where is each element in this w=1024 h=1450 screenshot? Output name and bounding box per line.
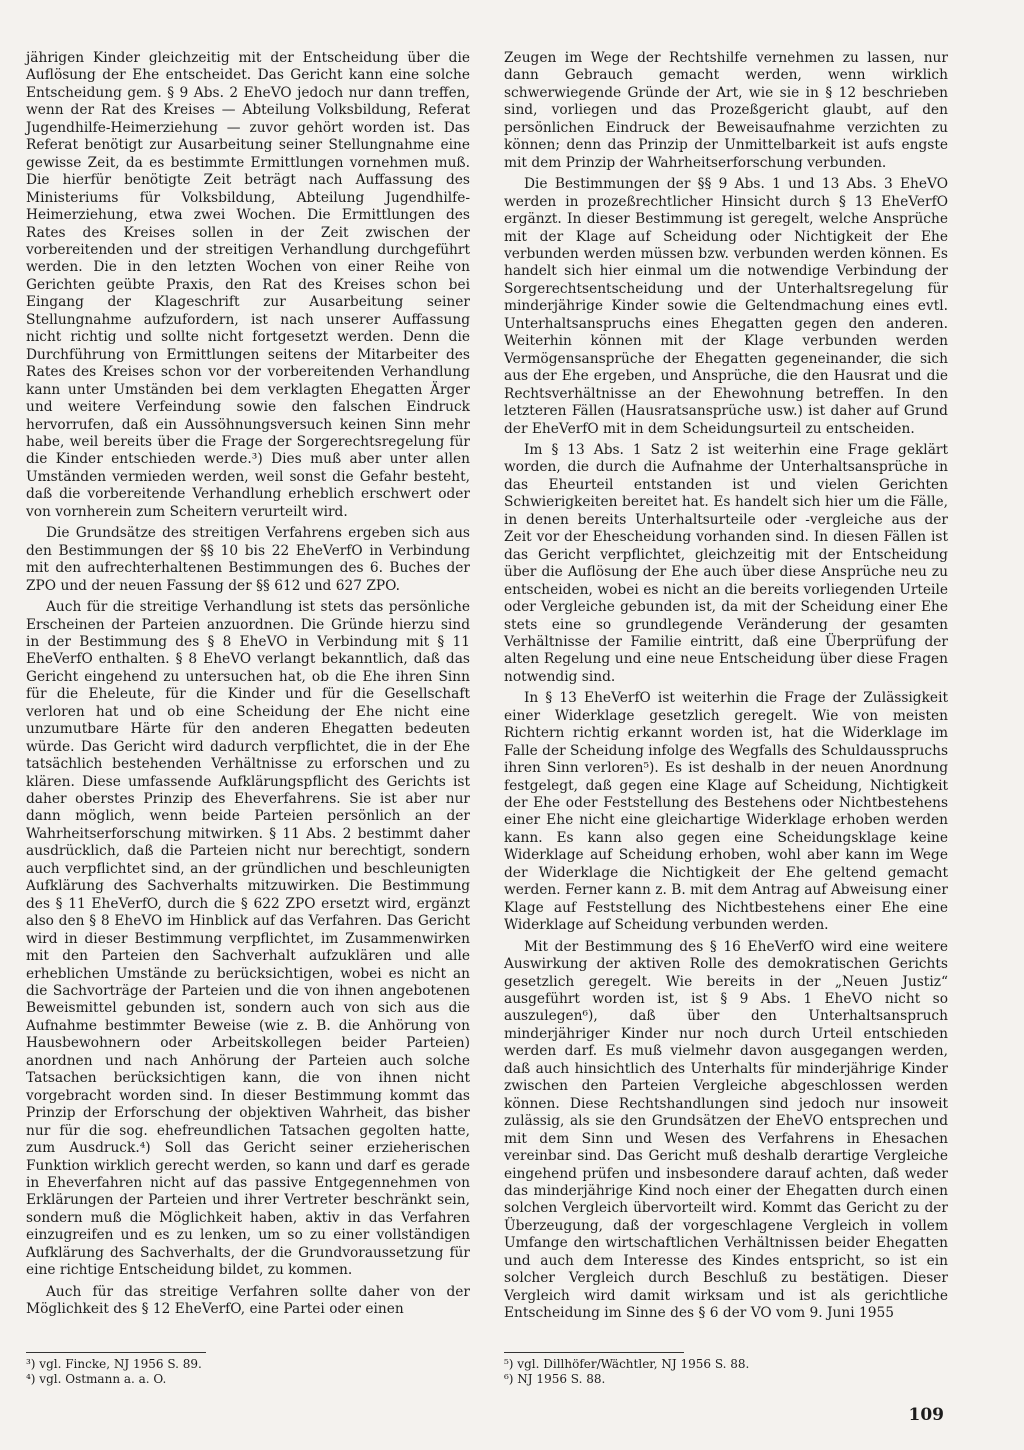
paragraph: Die Grundsätze des streitigen Verfahrens ergeben sich aus den Bestimmungen der §§ 10 bis 22 EheVerfO in Verbindung mit den aufrechterhaltenen Bestimmungen des 6. Buches der ZPO und der neuen Fassung der §§ 612 und 627 ZPO.	[26, 525, 470, 594]
paragraph: Auch für das streitige Verfahren sollte daher von der Möglichkeit des § 12 EheVerfO, eine Partei oder einen	[26, 1283, 470, 1318]
paragraph: In § 13 EheVerfO ist weiterhin die Frage der Zulässigkeit einer Widerklage gesetzlich geregelt. Wie von meisten Richtern richtig erkannt worden ist, hat die Widerklage im Falle der Scheidung infolge des Wegfalls des Schuldausspruchs ihren Sinn verloren⁵). Es ist deshalb in der neuen Anordnung festgelegt, daß gegen eine Klage auf Scheidung, Nichtigkeit der Ehe oder Feststellung des Bestehens oder Nichtbestehens einer Ehe nicht eine gleichartige Widerklage erhoben werden kann. Es kann also gegen eine Scheidungsklage keine Widerklage auf Scheidung erhoben, wohl aber kann im Wege der Widerklage die Nichtigkeit der Ehe geltend gemacht werden. Ferner kann z. B. mit dem Antrag auf Abweisung einer Klage auf Feststellung des Nichtbestehens einer Ehe eine Widerklage auf Scheidung verbunden werden.	[504, 690, 948, 934]
footnote: ⁴) vgl. Ostmann a. a. O.	[26, 1372, 167, 1386]
footnotes-left	[26, 1352, 206, 1387]
paragraph: Mit der Bestimmung des § 16 EheVerfO wird eine weitere Auswirkung der aktiven Rolle des demokratischen Gerichts gesetzlich geregelt. Wie bereits in der „Neuen Justiz“ ausgeführt worden ist, ist § 9 Abs. 1 EheVO nicht so auszulegen⁶), daß über den Unterhaltsanspruch minderjähriger Kinder nur noch durch Urteil entschieden werden darf. Es muß vielmehr davon ausgegangen werden, daß auch hinsichtlich des Unterhalts für minderjährige Kinder zwischen den Parteien Vergleiche abgeschlossen werden können. Diese Rechtshandlungen sind jedoch nur insoweit zulässig, als sie den Grundsätzen der EheVO entsprechen und mit dem Sinn und Wesen des Verfahrens in Ehesachen vereinbar sind. Das Gericht muß deshalb derartige Vergleiche eingehend prüfen und insbesondere darauf achten, daß weder das minderjährige Kind noch einer der Ehegatten durch einen solchen Vergleich übervorteilt wird. Kommt das Gericht zu der Überzeugung, daß der vorgeschlagene Vergleich in vollem Umfange den wirtschaftlichen Verhältnissen beider Ehegatten und auch dem Interesse des Kindes entspricht, so ist ein solcher Vergleich durch Beschluß zu bestätigen. Dieser Vergleich wird damit wirksam und ist als gerichtliche Entscheidung im Sinne des § 6 der VO vom 9. Juni 1955	[504, 938, 948, 1322]
paragraph: jährigen Kinder gleichzeitig mit der Entscheidung über die Auflösung der Ehe entscheidet. Das Gericht kann eine solche Entscheidung gem. § 9 Abs. 2 EheVO jedoch nur dann treffen, wenn der Rat des Kreises — Abteilung Volksbildung, Referat Jugendhilfe-Heimerziehung — zuvor gehört worden ist. Das Referat benötigt zur Ausarbeitung seiner Stellungnahme eine gewisse Zeit, da es bestimmte Ermittlungen vornehmen muß. Die hierfür benötigte Zeit beträgt nach Auffassung des Ministeriums für Volksbildung, Abteilung Jugendhilfe-Heimerziehung, etwa zwei Wochen. Die Ermittlungen des Rates des Kreises sollen in der Zeit zwischen der vorbereitenden und der streitigen Verhandlung durchgeführt werden. Die in den letzten Wochen von einer Reihe von Gerichten geübte Praxis, den Rat des Kreises schon bei Eingang der Klageschrift zur Ausarbeitung seiner Stellungnahme aufzufordern, ist nach unserer Auffassung nicht richtig und sollte nicht fortgesetzt werden. Denn die Durchführung von Ermittlungen seitens der Mitarbeiter des Rates des Kreises schon vor der vorbereitenden Verhandlung kann unter Umständen bei dem verklagten Ehegatten Ärger und weitere Verfeindung sowie den falschen Eindruck hervorrufen, daß ein Aussöhnungsversuch keinen Sinn mehr habe, weil bereits über die Frage der Sorgerechtsregelung für die Kinder entschieden werde.³) Dies muß aber unter allen Umständen vermieden werden, weil sonst die Gefahr besteht, daß die vorbereitende Verhandlung erheblich erschwert oder von vornherein zum Scheitern verurteilt wird.	[26, 50, 470, 520]
right-column	[504, 50, 948, 1327]
paragraph: Auch für die streitige Verhandlung ist stets das persönliche Erscheinen der Parteien anzuordnen. Die Gründe hierzu sind in der Bestimmung des § 8 EheVO in Verbindung mit § 11 EheVerfO enthalten. § 8 EheVO verlangt bekanntlich, daß das Gericht eingehend zu untersuchen hat, ob die Ehe ihren Sinn für die Eheleute, für die Kinder und für die Gesellschaft verloren hat und ob eine Scheidung der Ehe nicht eine unzumutbare Härte für den anderen Ehegatten bedeuten würde. Das Gericht wird dadurch verpflichtet, die in der Ehe tatsächlich bestehenden Verhältnisse zu erforschen und zu klären. Diese umfassende Aufklärungspflicht des Gerichts ist daher oberstes Prinzip des Eheverfahrens. Sie ist aber nur dann möglich, wenn beide Parteien persönlich an der Wahrheitserforschung mitwirken. § 11 Abs. 2 bestimmt daher ausdrücklich, daß die Parteien nicht nur berechtigt, sondern auch verpflichtet sind, an der gründlichen und beschleunigten Aufklärung des Sachverhalts mitzuwirken. Die Bestimmung des § 11 EheVerfO, durch die § 622 ZPO ersetzt wird, ergänzt also den § 8 EheVO im Hinblick auf das Verfahren. Das Gericht wird in dieser Bestimmung verpflichtet, im Zusammenwirken mit den Parteien den Sachverhalt aufzuklären und alle erheblichen Umstände zu berücksichtigen, wobei es nicht an die Sachvorträge der Parteien und die von ihnen angebotenen Beweismittel gebunden ist, sondern auch von sich aus die Aufnahme bestimmter Beweise (wie z. B. die Anhörung von Hausbewohnern oder Arbeitskollegen beider Parteien) anordnen und nach Anhörung der Parteien auch solche Tatsachen berücksichtigen kann, die von ihnen nicht vorgebracht worden sind. In dieser Bestimmung kommt das Prinzip der Erforschung der objektiven Wahrheit, das bisher nur für die sog. ehefreundlichen Tatsachen gegolten hatte, zum Ausdruck.⁴) Soll das Gericht seiner erzieherischen Funktion wirklich gerecht werden, so kann und darf es gerade in Eheverfahren nicht auf das passive Entgegennehmen von Erklärungen der Parteien und ihrer Vertreter beschränkt sein, sondern muß die Möglichkeit haben, aktiv in das Verfahren einzugreifen und es zu lenken, um so zu einer vollständigen Aufklärung des Sachverhalts, der die Grundvoraussetzung für eine richtige Entscheidung bildet, zu kommen.	[26, 599, 470, 1279]
footnote: ⁵) vgl. Dillhöfer/Wächtler, NJ 1956 S. 88.	[504, 1357, 750, 1371]
footnote: ³) vgl. Fincke, NJ 1956 S. 89.	[26, 1357, 202, 1371]
page-number: 109	[908, 1405, 944, 1425]
paragraph: Im § 13 Abs. 1 Satz 2 ist weiterhin eine Frage geklärt worden, die durch die Aufnahme der Unterhaltsansprüche in das Eheurteil entstanden ist und vielen Gerichten Schwierigkeiten bereitet hat. Es handelt sich hier um die Fälle, in denen bereits Unterhaltsurteile oder -vergleiche aus der Zeit vor der Ehescheidung vorhanden sind. In diesen Fällen ist das Gericht verpflichtet, gleichzeitig mit der Entscheidung über die Auflösung der Ehe auch über diese Ansprüche neu zu entscheiden, wobei es nicht an die bereits vorliegenden Urteile oder Vergleiche gebunden ist, da mit der Scheidung einer Ehe stets eine so grundlegende Veränderung der gesamten Verhältnisse der Familie eintritt, daß eine Überprüfung der alten Regelung und eine neue Entscheidung über diese Fragen notwendig sind.	[504, 441, 948, 685]
paragraph: Zeugen im Wege der Rechtshilfe vernehmen zu lassen, nur dann Gebrauch gemacht werden, wenn wirklich schwerwiegende Gründe der Art, wie sie in § 12 beschrieben sind, vorliegen und das Prozeßgericht glaubt, auf den persönlichen Eindruck der Beweisaufnahme verzichten zu können; denn das Prinzip der Unmittelbarkeit ist aufs engste mit dem Prinzip der Wahrheitserforschung verbunden.	[504, 50, 948, 171]
footnotes-right	[504, 1352, 750, 1387]
footnote: ⁶) NJ 1956 S. 88.	[504, 1372, 606, 1386]
paragraph: Die Bestimmungen der §§ 9 Abs. 1 und 13 Abs. 3 EheVO werden in prozeßrechtlicher Hinsicht durch § 13 EheVerfO ergänzt. In dieser Bestimmung ist geregelt, welche Ansprüche mit der Klage auf Scheidung oder Nichtigkeit der Ehe verbunden werden müssen bzw. verbunden werden können. Es handelt sich hier einmal um die notwendige Verbindung der Sorgerechtsentscheidung und der Unterhaltsregelung für minderjährige Kinder sowie die Geltendmachung eines evtl. Unterhaltsanspruchs eines Ehegatten gegen den anderen. Weiterhin können mit der Klage verbunden werden Vermögensansprüche der Ehegatten gegeneinander, die sich aus der Ehe ergeben, und Ansprüche, die den Hausrat und die Rechtsverhältnisse an der Ehewohnung betreffen. In den letzteren Fällen (Hausratsansprüche usw.) ist daher auf Grund der EheVerfO mit in dem Scheidungsurteil zu entscheiden.	[504, 176, 948, 437]
left-column	[26, 50, 470, 1323]
